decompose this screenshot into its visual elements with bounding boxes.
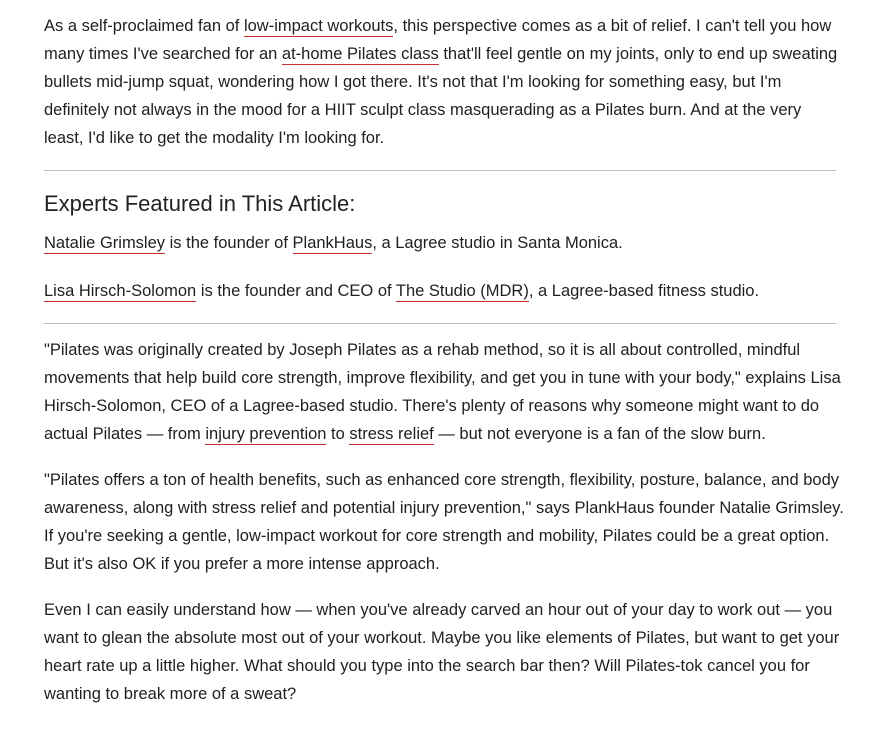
text-segment: , a Lagree studio in Santa Monica. xyxy=(372,234,623,252)
text-segment: that'll feel gentle on my joints, only to end up sweating bullets mid-jump squat, wondering how I got there. It's not that I'm looking for something easy, but I'm definitely not always in the mood for a HIIT sculpt class masquerading as a Pilates burn. And at the very least, I'd like to get the modality I'm looking for. xyxy=(44,45,838,147)
expert-item-lisa xyxy=(44,277,844,305)
workout-paragraph: Even I can easily understand how — when you've already carved an hour out of your day to work out — you want to glean the absolute most out of your workout. Maybe you like elements of Pilates, but want to get your heart rate up a little higher. What should you type into the search bar then? Will Pilates-tok cancel you for wanting to break more of a sweat? xyxy=(44,601,840,703)
link-the-studio-mdr[interactable]: The Studio (MDR) xyxy=(395,282,529,300)
text-segment: "Pilates was originally created by Joseph Pilates as a rehab method, so it is all about controlled, mindful movements that help build core strength, improve flexibility, and get you in tune with your body," explains Lisa Hirsch-Solomon, CEO of a Lagree-based studio. There's plenty of reasons why someone might want to do actual Pilates — from xyxy=(44,341,841,443)
expert-item-natalie xyxy=(44,229,844,257)
text-segment: , a Lagree-based fitness studio. xyxy=(528,282,760,300)
text-segment: is the founder of xyxy=(165,234,293,252)
health-benefits-paragraph: "Pilates offers a ton of health benefits, such as enhanced core strength, flexibility, posture, balance, and body awareness, along with stress relief and potential injury prevention," says PlankHaus founder Natalie Grimsley. If you're seeking a gentle, low-impact workout for core strength and mobility, Pilates could be a great option. But it's also OK if you prefer a more intense approach. xyxy=(44,471,844,573)
article-body xyxy=(44,12,844,708)
link-lisa-hirsch-solomon[interactable]: Lisa Hirsch-Solomon xyxy=(44,282,197,300)
experts-heading: Experts Featured in This Article: xyxy=(44,191,356,216)
text-segment: to xyxy=(326,425,350,443)
text-segment: — but not everyone is a fan of the slow burn. xyxy=(433,425,766,443)
link-injury-prevention[interactable]: injury prevention xyxy=(205,425,327,443)
link-plankhaus[interactable]: PlankHaus xyxy=(292,234,373,252)
link-stress-relief[interactable]: stress relief xyxy=(349,425,434,443)
text-segment: , this perspective comes as a bit of relief. I can't tell you how many times I've searched for an xyxy=(44,17,832,63)
pilates-origin-paragraph xyxy=(44,336,844,448)
link-low-impact-workouts[interactable]: low-impact workouts xyxy=(243,17,394,35)
link-at-home-pilates-class[interactable]: at-home Pilates class xyxy=(281,45,439,63)
intro-paragraph xyxy=(44,12,844,152)
bottom-divider xyxy=(44,323,836,324)
text-segment: is the founder and CEO of xyxy=(196,282,396,300)
link-natalie-grimsley[interactable]: Natalie Grimsley xyxy=(44,234,166,252)
text-segment: As a self-proclaimed fan of xyxy=(44,17,244,35)
top-divider xyxy=(44,170,836,171)
